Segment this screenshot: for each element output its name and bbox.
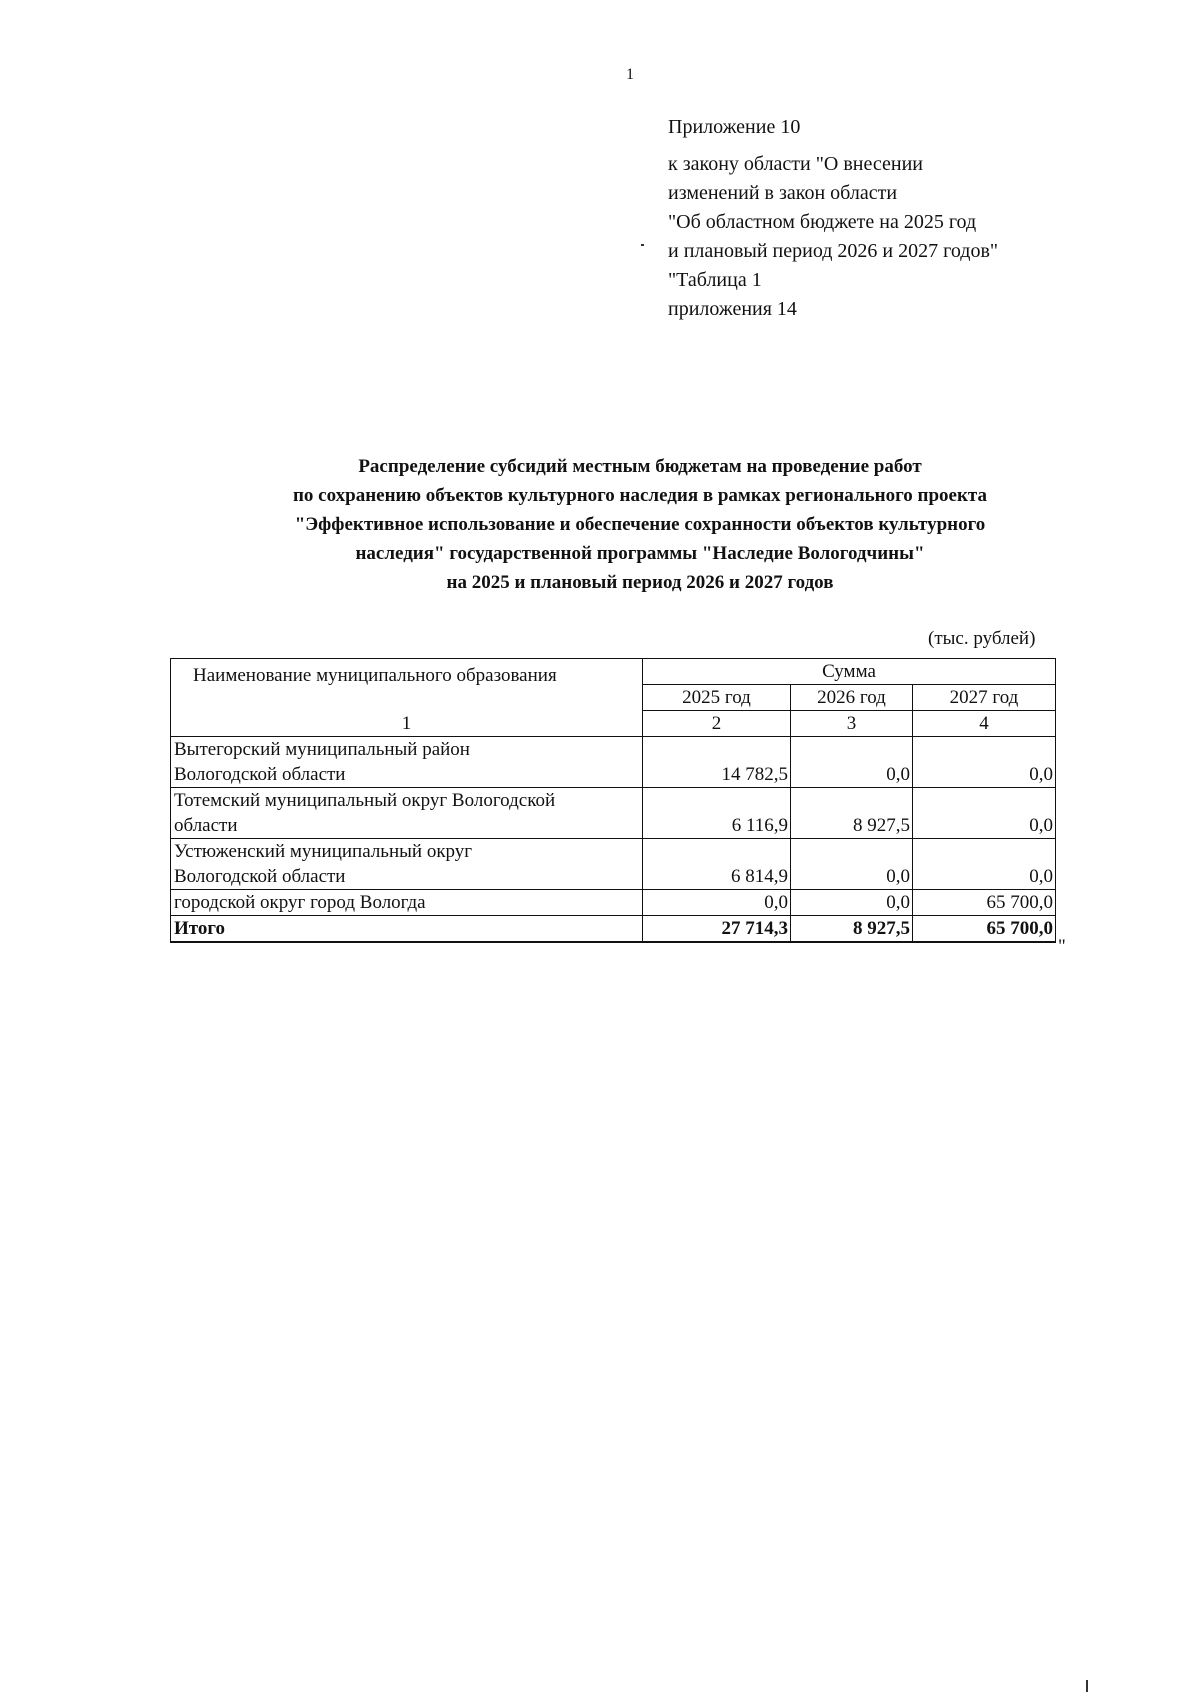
value-2025: 0,0 <box>643 890 791 916</box>
municipality-name: городской округ город Вологда <box>171 890 643 916</box>
appendix-line: "Таблица 1 <box>668 269 762 291</box>
name-line: Тотемский муниципальный округ Вологодской <box>174 790 556 811</box>
header-sum-cell: Сумма <box>643 659 1056 685</box>
appendix-line: к закону области "О внесении <box>668 153 923 175</box>
name-line: Устюженский муниципальный округ <box>174 841 473 862</box>
total-2026: 8 927,5 <box>791 916 913 943</box>
column-number-row <box>171 711 1056 737</box>
title-line: по сохранению объектов культурного наследия в рамках регионального проекта <box>292 485 987 506</box>
title-line: на 2025 и плановый период 2026 и 2027 годов <box>446 572 834 593</box>
column-number: 1 <box>171 711 643 737</box>
subsidy-table <box>170 658 1056 943</box>
value-2027: 0,0 <box>913 788 1056 839</box>
title-line: Распределение субсидий местным бюджетам на проведение работ <box>358 456 922 477</box>
total-2025: 27 714,3 <box>643 916 791 943</box>
value-2027: 0,0 <box>913 737 1056 788</box>
value-2026: 0,0 <box>791 890 913 916</box>
municipality-name <box>171 788 643 839</box>
header-name-cell: Наименование муниципального образования <box>171 659 643 711</box>
value-2027: 0,0 <box>913 839 1056 890</box>
value-2025: 6 116,9 <box>643 788 791 839</box>
value-2026: 8 927,5 <box>791 788 913 839</box>
appendix-header <box>668 116 1088 327</box>
appendix-line: "Об областном бюджете на 2025 год <box>668 211 977 233</box>
value-2025: 14 782,5 <box>643 737 791 788</box>
name-line: области <box>174 815 238 836</box>
column-number: 4 <box>913 711 1056 737</box>
title-line: "Эффективное использование и обеспечение сохранности объектов культурного <box>294 514 986 535</box>
header-year-2027: 2027 год <box>913 685 1056 711</box>
table-row <box>171 839 1056 890</box>
appendix-line: приложения 14 <box>668 298 797 320</box>
document-title <box>160 452 1120 597</box>
header-row <box>171 659 1056 685</box>
appendix-line: изменений в закон области <box>668 182 898 204</box>
table-row <box>171 737 1056 788</box>
value-2026: 0,0 <box>791 737 913 788</box>
total-row <box>171 916 1056 943</box>
header-year-2025: 2025 год <box>643 685 791 711</box>
page-number: 1 <box>626 66 634 83</box>
total-2027: 65 700,0 <box>913 916 1056 943</box>
appendix-line: Приложение 10 <box>668 116 801 138</box>
total-label: Итого <box>171 916 643 943</box>
title-line: наследия" государственной программы "Наследие Вологодчины" <box>355 543 925 564</box>
scan-dot <box>641 244 644 246</box>
table-row <box>171 788 1056 839</box>
closing-quote: " <box>1058 936 1066 957</box>
municipality-name <box>171 737 643 788</box>
name-line: Вытегорский муниципальный район <box>174 739 470 760</box>
name-line: Вологодской области <box>174 764 346 785</box>
column-number: 2 <box>643 711 791 737</box>
value-2026: 0,0 <box>791 839 913 890</box>
municipality-name <box>171 839 643 890</box>
appendix-line: и плановый период 2026 и 2027 годов" <box>668 240 999 262</box>
units-label: (тыс. рублей) <box>928 628 1036 649</box>
name-line: Вологодской области <box>174 866 346 887</box>
table-row <box>171 890 1056 916</box>
scan-mark <box>1086 1680 1088 1692</box>
column-number: 3 <box>791 711 913 737</box>
value-2027: 65 700,0 <box>913 890 1056 916</box>
value-2025: 6 814,9 <box>643 839 791 890</box>
header-year-2026: 2026 год <box>791 685 913 711</box>
